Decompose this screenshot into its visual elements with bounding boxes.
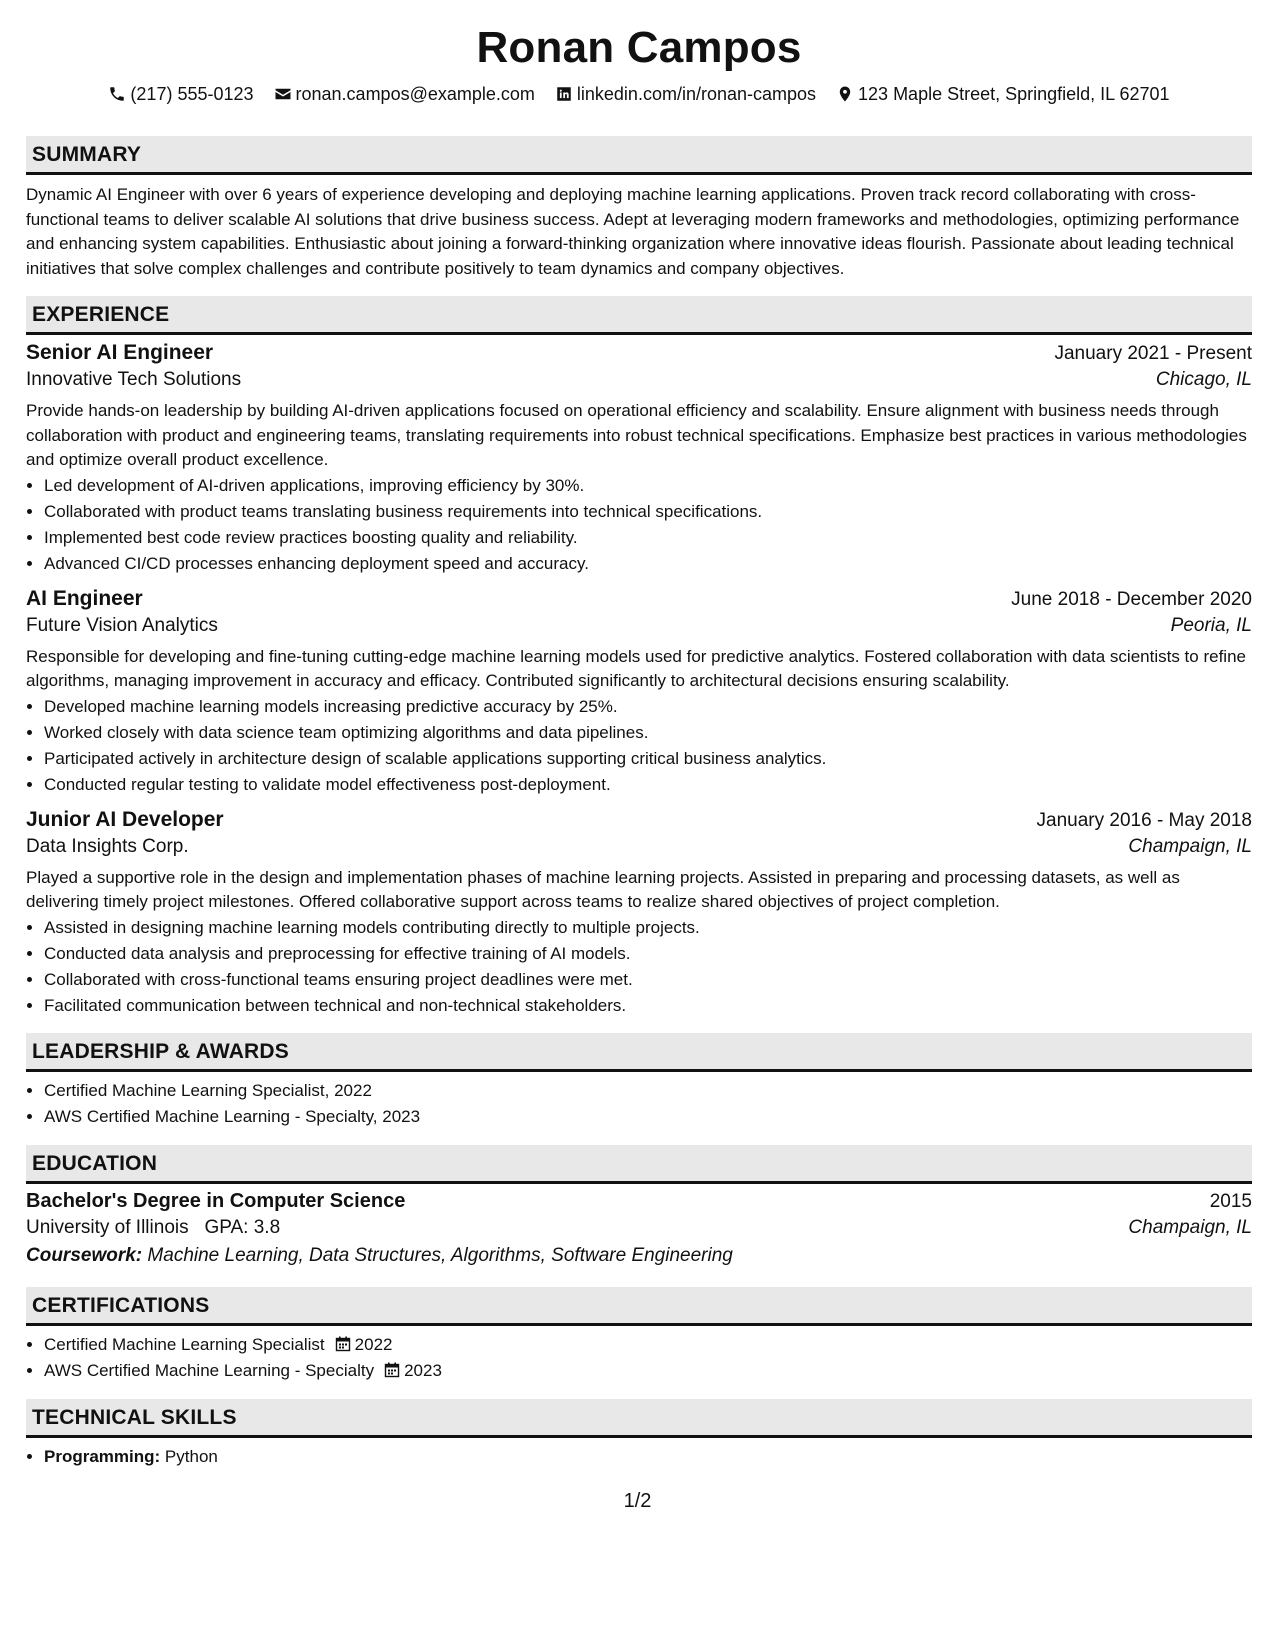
linkedin-icon	[555, 85, 573, 103]
list-item: • AWS Certified Machine Learning - Specialty, 2023	[44, 1104, 1252, 1130]
job-location: Champaign, IL	[1128, 835, 1252, 857]
coursework-list: Machine Learning, Data Structures, Algorithms, Software Engineering	[147, 1244, 733, 1266]
job-entry	[26, 341, 1252, 577]
gpa: GPA: 3.8	[204, 1216, 281, 1238]
candidate-name: Ronan Campos	[476, 23, 802, 72]
address-text: 123 Maple Street, Springfield, IL 62701	[858, 83, 1170, 104]
education-header: EDUCATION	[26, 1145, 1252, 1184]
leadership-list	[26, 1078, 1252, 1130]
list-item: • Led development of AI-driven applications, improving efficiency by 30%.	[44, 473, 1252, 499]
experience-header: EXPERIENCE	[26, 296, 1252, 335]
phone-icon	[108, 85, 126, 103]
job-location: Peoria, IL	[1170, 614, 1252, 636]
contact-linkedin[interactable]	[555, 84, 816, 105]
phone-text: (217) 555-0123	[130, 83, 254, 104]
linkedin-text[interactable]: linkedin.com/in/ronan-campos	[576, 83, 817, 104]
job-description: Provide hands-on leadership by building AI-driven applications focused on operational efficiency and scalability. Ensure alignment with business needs through collaboration with product and engineering teams, translating requirements into robust technical specifications. Emphasize best practices in various methodologies and optimize overall product excellence.	[26, 401, 1247, 469]
job-company: Innovative Tech Solutions	[26, 369, 242, 390]
list-item: • Certified Machine Learning Specialist, 2022	[44, 1078, 1252, 1104]
contact-bar	[26, 80, 1252, 108]
list-item: • Conducted regular testing to validate model effectiveness post-deployment.	[44, 772, 1252, 798]
list-item: • Assisted in designing machine learning models contributing directly to multiple projects.	[44, 915, 1252, 941]
job-dates: January 2016 - May 2018	[1036, 809, 1252, 831]
calendar-icon	[335, 1336, 351, 1352]
job-title: Senior AI Engineer	[26, 341, 214, 364]
certifications-list	[26, 1332, 1252, 1384]
coursework	[26, 1245, 1252, 1267]
job-title: AI Engineer	[26, 586, 143, 610]
list-item: • Conducted data analysis and preprocessing for effective training of AI models.	[44, 941, 1252, 967]
job-bullets	[26, 915, 1252, 1019]
job-bullets	[26, 694, 1252, 798]
skills-header: TECHNICAL SKILLS	[26, 1399, 1252, 1438]
graduation-year: 2015	[1209, 1190, 1252, 1212]
job-description: Responsible for developing and fine-tuning cutting-edge machine learning models used for predictive analytics. Fostered collaboration with data scientists to refine algorithms, managing improvement in accuracy and efficacy. Contributed significantly to architectural decisions ensuring scalability.	[26, 646, 1246, 690]
page-number: 1/2	[623, 1490, 652, 1512]
job-dates: June 2018 - December 2020	[1011, 588, 1252, 610]
summary-text: Dynamic AI Engineer with over 6 years of experience developing and deploying machine learning applications. Proven track record collaborating with cross-functional teams to deliver scalable AI solutions that drive business success. Adept at leveraging modern frameworks and methodologies, optimizing performance and enhancing system capabilities. Enthusiastic about joining a forward-thinking organization where innovative ideas flourish. Passionate about leading technical initiatives that solve complex challenges and contribute positively to team dynamics and company objectives.	[26, 185, 1240, 278]
certifications-header: CERTIFICATIONS	[26, 1287, 1252, 1326]
job-company: Future Vision Analytics	[26, 614, 218, 636]
job-location: Chicago, IL	[1155, 369, 1252, 390]
list-item	[44, 1444, 1252, 1470]
certification-year: 2022	[354, 1334, 393, 1354]
list-item: • Implemented best code review practices boosting quality and reliability.	[44, 525, 1252, 551]
resume-page	[26, 0, 1252, 1470]
list-item: • Facilitated communication between technical and non-technical stakeholders.	[44, 993, 1252, 1019]
list-item: • Participated actively in architecture design of scalable applications supporting critical business analytics.	[44, 746, 1252, 772]
job-dates: January 2021 - Present	[1054, 343, 1252, 364]
education-entry	[26, 1190, 1252, 1267]
list-item	[44, 1332, 1252, 1358]
certification-year: 2023	[404, 1360, 442, 1380]
contact-email[interactable]	[274, 84, 535, 105]
skills-list	[26, 1444, 1252, 1470]
certification-name: AWS Certified Machine Learning - Specialty	[44, 1360, 375, 1380]
contact-phone	[108, 84, 253, 105]
contact-address	[836, 84, 1170, 105]
list-item: • Developed machine learning models increasing predictive accuracy by 25%.	[44, 694, 1252, 720]
list-item: • Worked closely with data science team optimizing algorithms and data pipelines.	[44, 720, 1252, 746]
skill-label: Programming:	[44, 1446, 161, 1466]
school: University of Illinois	[26, 1216, 189, 1238]
job-title: Junior AI Developer	[26, 807, 224, 831]
job-entry	[26, 587, 1252, 798]
leadership-header: LEADERSHIP & AWARDS	[26, 1033, 1252, 1072]
list-item: • Collaborated with product teams translating business requirements into technical specifications.	[44, 499, 1252, 525]
list-item: • Collaborated with cross-functional teams ensuring project deadlines were met.	[44, 967, 1252, 993]
envelope-icon	[274, 85, 292, 103]
degree: Bachelor's Degree in Computer Science	[26, 1189, 406, 1212]
coursework-label: Coursework:	[26, 1244, 143, 1266]
list-item	[44, 1358, 1252, 1384]
education-location: Champaign, IL	[1128, 1216, 1252, 1238]
job-entry	[26, 808, 1252, 1019]
skill-value: Python	[164, 1446, 218, 1466]
job-description: Played a supportive role in the design and implementation phases of machine learning projects. Assisted in preparing and processing datasets, as well as delivering timely project milestones. Offered collaborative support across teams to realize shared objectives of project completion.	[26, 867, 1180, 911]
calendar-icon	[384, 1362, 400, 1378]
map-marker-icon	[836, 85, 854, 103]
job-bullets	[26, 473, 1252, 577]
list-item: • Advanced CI/CD processes enhancing deployment speed and accuracy.	[44, 551, 1252, 577]
job-company: Data Insights Corp.	[26, 835, 189, 857]
summary-header: SUMMARY	[26, 136, 1252, 175]
email-text[interactable]: ronan.campos@example.com	[295, 83, 535, 104]
certification-name: Certified Machine Learning Specialist	[44, 1334, 325, 1354]
